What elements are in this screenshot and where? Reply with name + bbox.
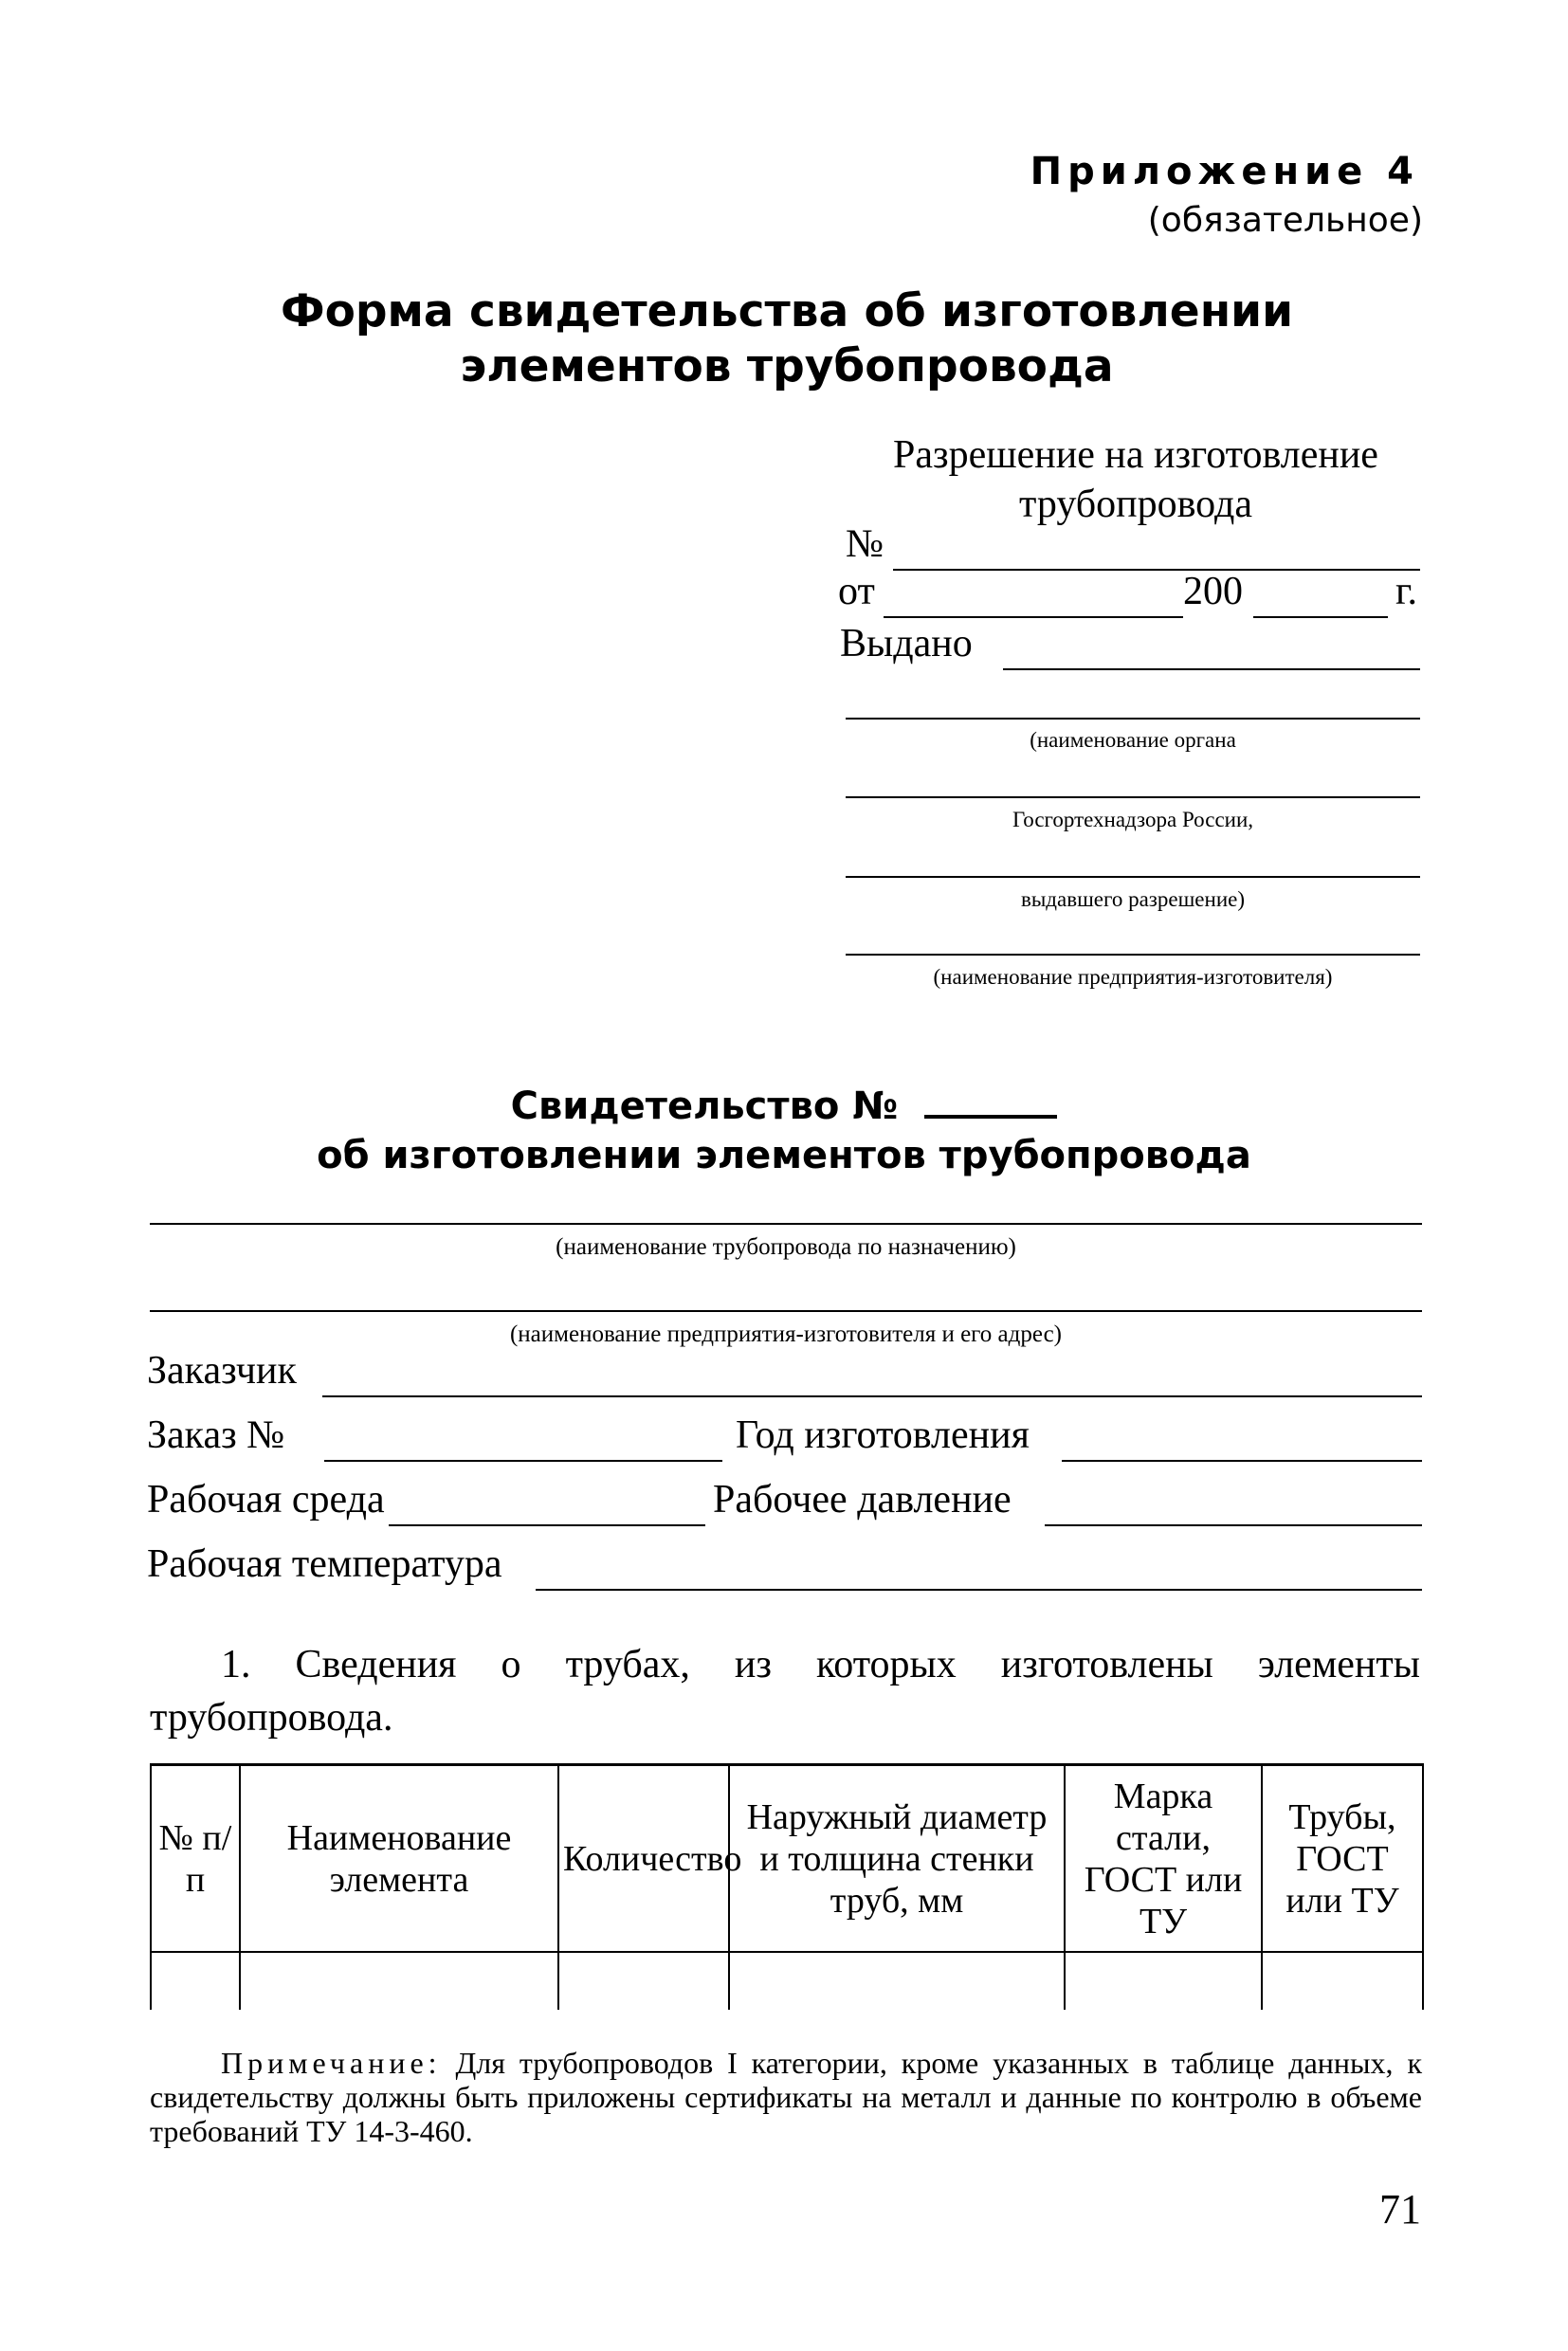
- manufacturer-caption: (наименование предприятия-изготовителя): [933, 965, 1333, 989]
- customer-label: Заказчик: [147, 1349, 297, 1393]
- temperature-label: Рабочая температура: [147, 1542, 502, 1586]
- temperature-line[interactable]: [536, 1589, 1422, 1591]
- certificate-title-line1: Свидетельство №: [510, 1084, 899, 1128]
- table-cell[interactable]: [1262, 1952, 1423, 2010]
- issuer-caption-2: Госгортехнадзора России,: [1012, 808, 1254, 831]
- year-made-line[interactable]: [1062, 1460, 1422, 1462]
- manufacturer-address-caption: (наименование предприятия-изготовителя и его адрес): [509, 1321, 1063, 1347]
- table-header-cell: Количество: [558, 1765, 729, 1953]
- certificate-title-line2: об изготовлении элементов трубопровода: [317, 1134, 1251, 1177]
- table-header-cell: Трубы, ГОСТ или ТУ: [1262, 1765, 1423, 1953]
- manufacturer-address-line[interactable]: [150, 1310, 1422, 1312]
- note: [150, 2046, 1422, 2148]
- table-cell[interactable]: [240, 1952, 558, 2010]
- form-title: [190, 284, 1384, 394]
- section1-text: 1. Сведения о трубах, из которых изготовлены элементы трубопровода.: [150, 1643, 1420, 1740]
- customer-line[interactable]: [322, 1395, 1422, 1397]
- permission-number-line[interactable]: [893, 569, 1420, 571]
- table-header-cell: Наружный диаметр и толщина стенки труб, мм: [729, 1765, 1065, 1953]
- table-cell[interactable]: [151, 1952, 240, 2010]
- pressure-line[interactable]: [1045, 1524, 1422, 1526]
- form-title-line2: элементов трубопровода: [460, 340, 1114, 392]
- permission-year-line[interactable]: [1253, 616, 1388, 618]
- table-cell[interactable]: [558, 1952, 729, 2010]
- issuer-caption-1: (наименование органа: [1030, 728, 1236, 752]
- medium-label: Рабочая среда: [147, 1478, 385, 1522]
- table-header-row: [151, 1765, 1423, 1953]
- order-no-line[interactable]: [324, 1460, 722, 1462]
- permission-date-line[interactable]: [884, 616, 1183, 618]
- permission-year-suffix: г.: [1395, 570, 1417, 613]
- form-title-line1: Форма свидетельства об изготовлении: [280, 285, 1294, 337]
- note-text: Для трубопроводов I категории, кроме указанных в таблице данных, к свидетельству должны быть приложены сертификаты на металл и данные по контролю в объеме требований ТУ 14-3-460.: [150, 2046, 1423, 2148]
- certificate-title: [0, 1084, 1568, 1128]
- pipes-table: [150, 1763, 1424, 2010]
- issuer-caption-3: выдавшего разрешение): [1020, 887, 1246, 911]
- permission-date-prefix: от: [838, 570, 875, 613]
- permission-issued-line[interactable]: [1003, 668, 1420, 670]
- table-header-cell: Марка стали, ГОСТ или ТУ: [1065, 1765, 1262, 1953]
- appendix-subtitle: (обязательное): [1147, 201, 1423, 240]
- table-cell[interactable]: [1065, 1952, 1262, 2010]
- order-no-label: Заказ №: [147, 1413, 285, 1457]
- certificate-number-line[interactable]: [924, 1115, 1057, 1119]
- table-cell[interactable]: [729, 1952, 1065, 2010]
- issuer-line-1[interactable]: [846, 718, 1420, 720]
- year-made-label: Год изготовления: [736, 1413, 1030, 1457]
- pipeline-name-line[interactable]: [150, 1223, 1422, 1225]
- page-number: 71: [1379, 2186, 1421, 2233]
- medium-line[interactable]: [389, 1524, 705, 1526]
- appendix-title: Приложение 4: [1030, 150, 1419, 193]
- permission-line2: трубопровода: [1019, 483, 1252, 526]
- table-row: [151, 1952, 1423, 2010]
- permission-issued-label: Выдано: [840, 622, 973, 665]
- permission-number-label: №: [846, 522, 884, 566]
- permission-line1: Разрешение на изготовление: [893, 433, 1378, 477]
- pipeline-name-caption: (наименование трубопровода по назначению): [556, 1234, 1016, 1260]
- pressure-label: Рабочее давление: [713, 1478, 1012, 1522]
- manufacturer-line[interactable]: [846, 954, 1420, 956]
- permission-year: 200: [1183, 570, 1243, 613]
- issuer-line-2[interactable]: [846, 796, 1420, 798]
- table-header-cell: № п/п: [151, 1765, 240, 1953]
- table-header-cell: Наименование элемента: [240, 1765, 558, 1953]
- issuer-line-3[interactable]: [846, 876, 1420, 878]
- note-label: Примечание:: [221, 2046, 442, 2080]
